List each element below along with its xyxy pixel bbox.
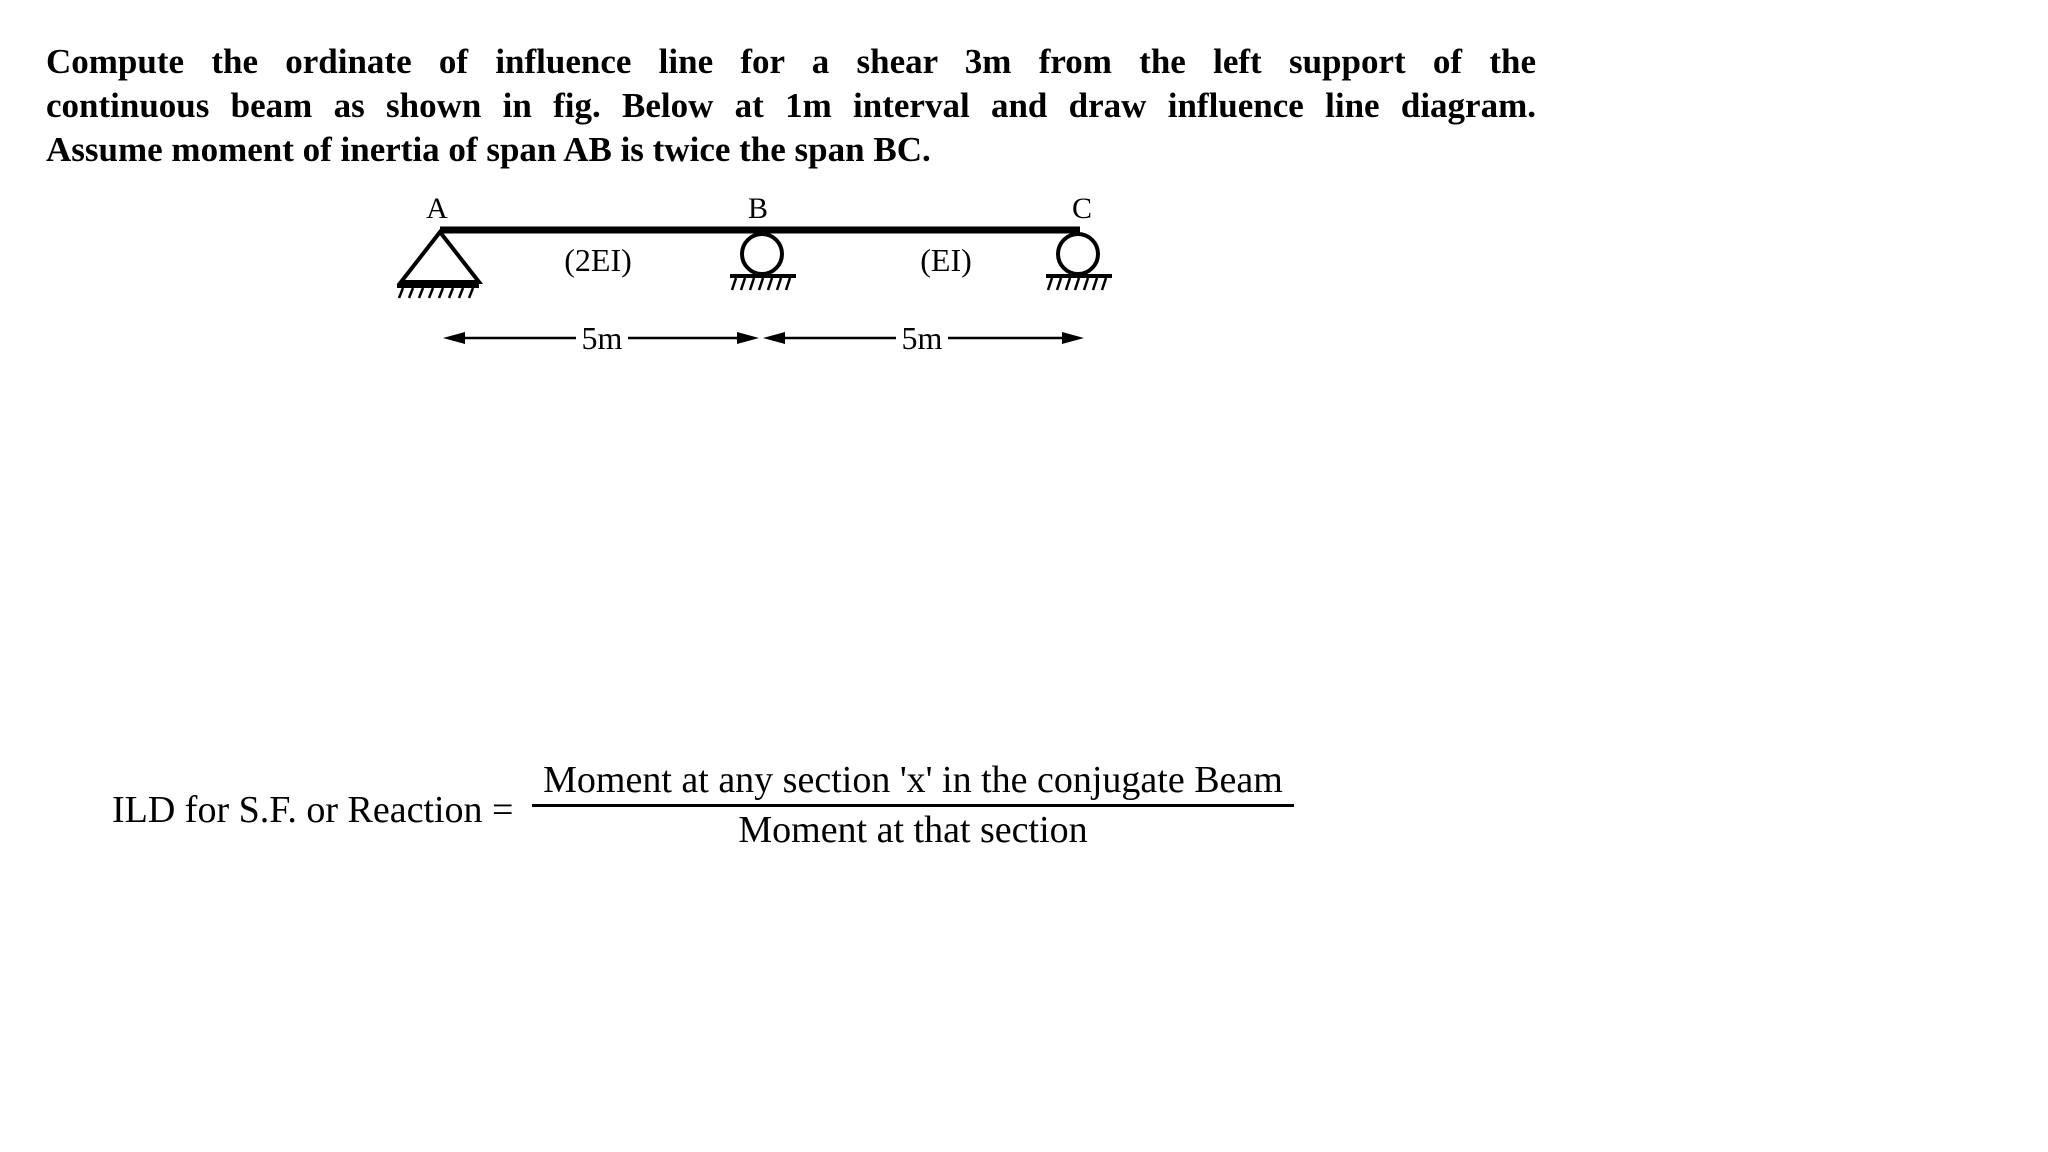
span-ab-length: 5m [581,320,623,356]
problem-line-3: Assume moment of inertia of span AB is twice the span BC. [46,130,931,169]
pin-support-a [397,232,479,298]
span-bc-length: 5m [901,320,943,356]
support-label-a: A [426,192,448,225]
continuous-beam-diagram [0,0,2048,420]
problem-line-1: Compute the ordinate of influence line for a shear 3m from the left support of the [46,42,1536,81]
roller-support-c [1046,234,1112,290]
support-label-c: C [1071,192,1093,225]
problem-line-2: continuous beam as shown in fig. Below at 1m interval and draw influence line diagram. [46,86,1536,125]
formula-numerator: Moment at any section 'x' in the conjugate Beam [532,758,1294,807]
formula-lhs: ILD for S.F. or Reaction = [112,789,514,831]
formula-fraction [532,758,1294,853]
roller-support-b [730,234,796,290]
support-label-b: B [747,192,769,225]
ild-formula [112,758,1312,868]
span-bc-stiffness: (EI) [920,242,972,278]
formula-denominator: Moment at that section [738,809,1088,851]
span-ab-stiffness: (2EI) [564,242,632,278]
